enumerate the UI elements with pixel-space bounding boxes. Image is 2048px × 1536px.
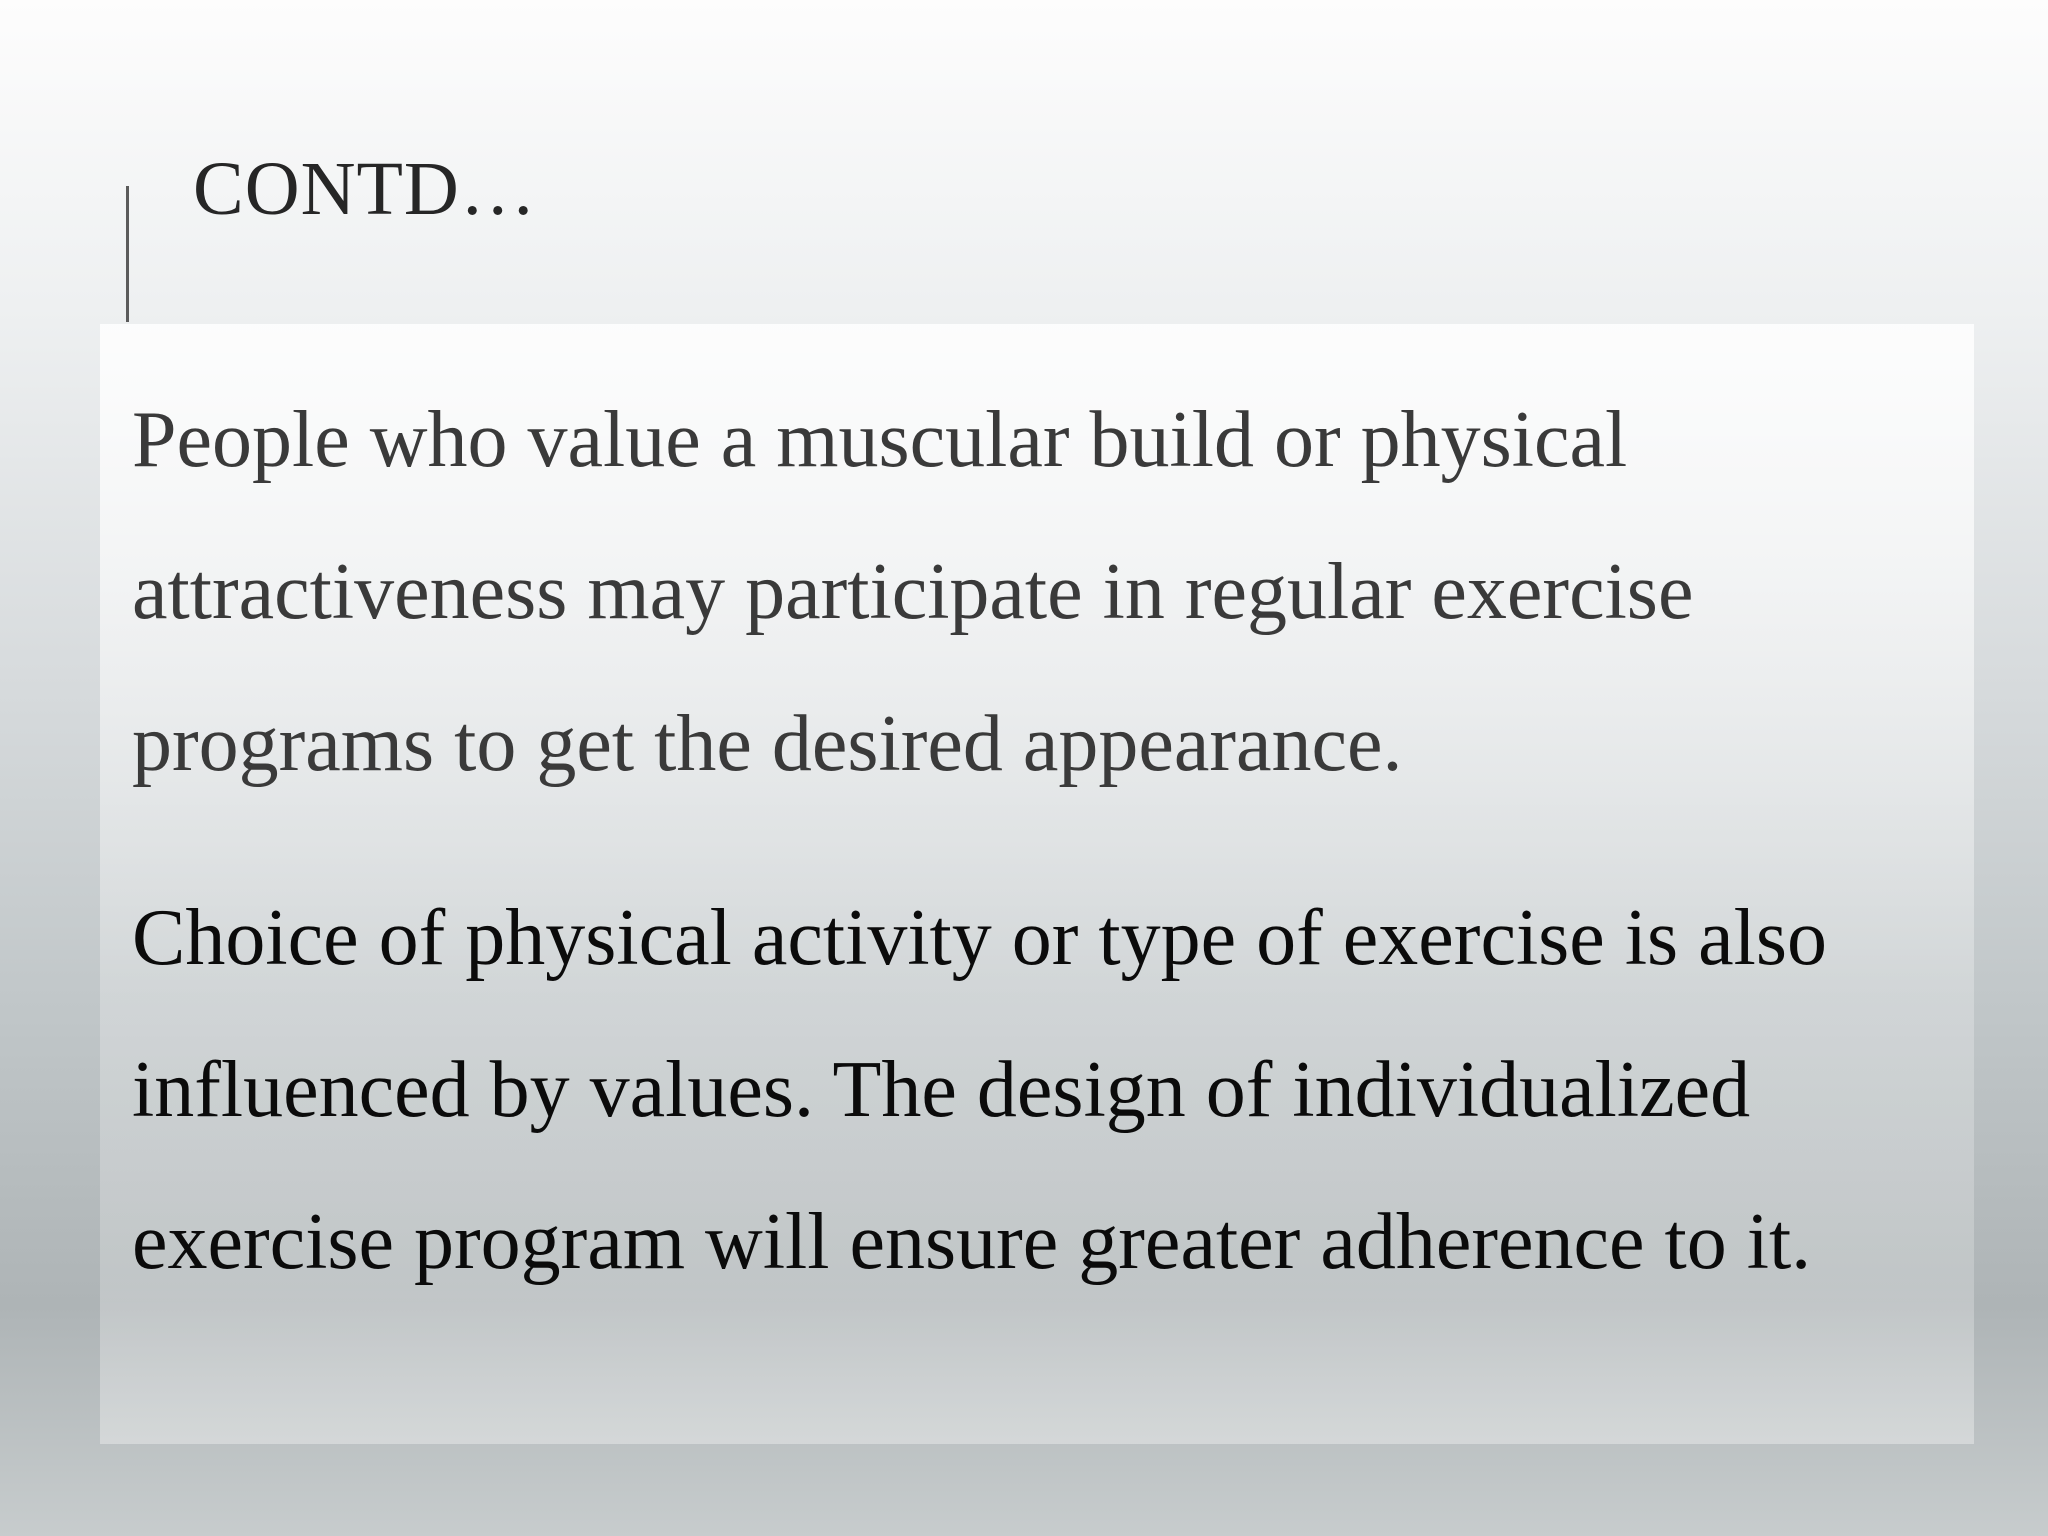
body-paragraph-exercise-choice: Choice of physical activity or type of exercise is also influenced by values. The design of individualized exercise program will ensure greater adherence to it. (132, 894, 1828, 1286)
body-paragraph-values-appearance: People who value a muscular build or physical attractiveness may participate in regular exercise programs to get the desired appearance. (132, 396, 1694, 788)
content-box (100, 324, 1974, 1444)
slide-title: CONTD… (193, 147, 537, 231)
title-accent-rule (126, 186, 129, 322)
